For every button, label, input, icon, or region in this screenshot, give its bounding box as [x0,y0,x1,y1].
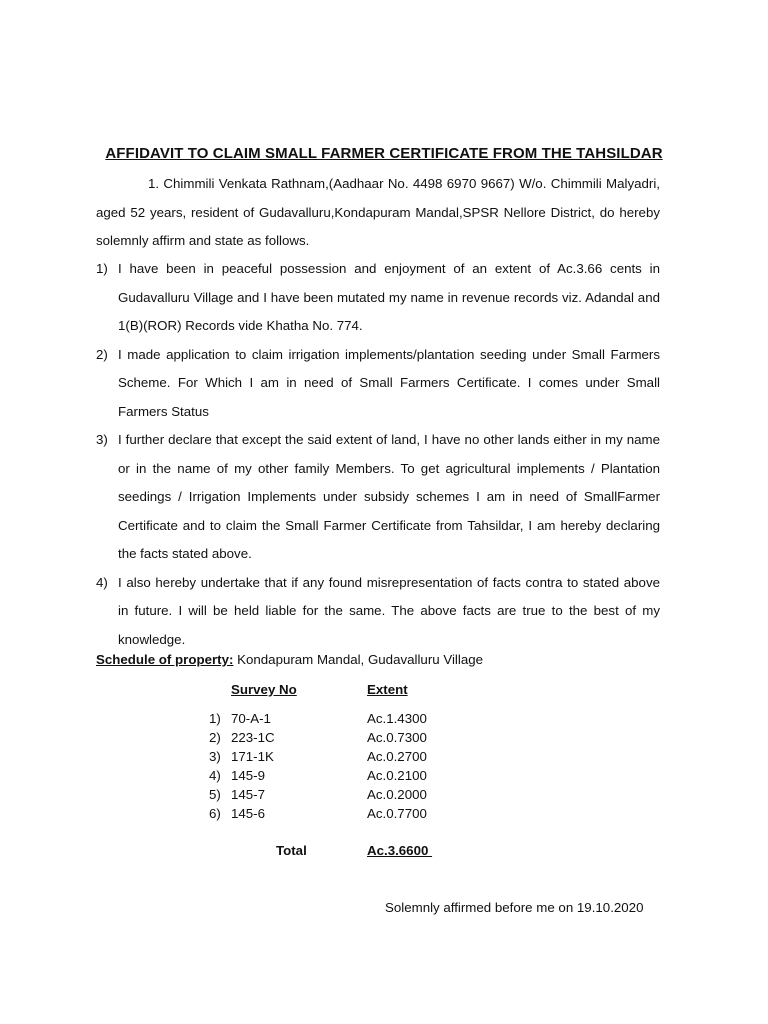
row-number: 4) [209,768,221,783]
clause-item [96,569,660,655]
table-row [0,806,768,825]
table-row [0,768,768,787]
survey-no-cell: 145-7 [231,787,266,802]
schedule-location: Kondapuram Mandal, Gudavalluru Village [233,652,484,667]
clause-number: 3) [96,432,108,447]
intro-paragraph: 1. Chimmili Venkata Rathnam,(Aadhaar No. 4498 6970 9667) W/o. Chimmili Malyadri, aged 52 years, resident of Gudavalluru,Kondapuram Mandal,SPSR Nellore District, do hereby solemnly affirm and state as follows. [96,176,660,248]
extent-cell: Ac.0.2100 [367,768,427,783]
clause-number: 1) [96,261,108,276]
survey-no-cell: 145-6 [231,806,266,821]
survey-no-header: Survey No [231,682,297,697]
row-number: 6) [209,806,221,821]
table-row [0,730,768,749]
extent-cell: Ac.1.4300 [367,711,427,726]
survey-no-cell: 145-9 [231,768,266,783]
clause-list [96,255,660,654]
survey-no-cell: 223-1C [231,730,275,745]
extent-cell: Ac.0.7300 [367,730,427,745]
total-value: Ac.3.6600 [367,843,433,858]
affirmation-line: Solemnly affirmed before me on 19.10.2020 [385,900,644,915]
clause-item [96,426,660,569]
row-number: 3) [209,749,221,764]
row-number: 1) [209,711,221,726]
extent-cell: Ac.0.7700 [367,806,427,821]
clause-item [96,341,660,427]
row-number: 5) [209,787,221,802]
extent-header: Extent [367,682,408,697]
table-row [0,749,768,768]
clause-number: 2) [96,346,108,362]
clause-text: I further declare that except the said extent of land, I have no other lands either in my name or in the name of my other family Members. To get agricultural implements / Plantation seedings / Irrigation Implements under subsidy schemes I am in need of SmallFarmer Certificate and to claim the Small Farmer Certificate from Tahsildar, I am hereby declaring the facts stated above. [118,432,660,561]
clause-item [96,255,660,341]
total-label: Total [276,843,307,858]
schedule-label: Schedule of property: [96,652,234,667]
document-title: AFFIDAVIT TO CLAIM SMALL FARMER CERTIFICATE FROM THE TAHSILDAR [105,145,663,162]
extent-cell: Ac.0.2700 [367,749,427,764]
clause-text: I also hereby undertake that if any found misrepresentation of facts contra to stated above in future. I will be held liable for the same. The above facts are true to the best of my knowledge. [118,574,660,647]
clause-text: I made application to claim irrigation implements/plantation seeding under Small Farmers Scheme. For Which I am in need of Small Farmers Certificate. I comes under Small Farmers Status [118,346,660,419]
table-row [0,711,768,730]
schedule-of-property [96,652,483,667]
survey-no-cell: 171-1K [231,749,274,764]
row-number: 2) [209,730,221,745]
table-row [0,787,768,806]
survey-no-cell: 70-A-1 [231,711,271,726]
clause-text: I have been in peaceful possession and enjoyment of an extent of Ac.3.66 cents in Gudavalluru Village and I have been mutated my name in revenue records viz. Adandal and 1(B)(ROR) Records vide Khatha No. 774. [118,261,660,333]
clause-number: 4) [96,574,108,590]
extent-cell: Ac.0.2000 [367,787,427,802]
